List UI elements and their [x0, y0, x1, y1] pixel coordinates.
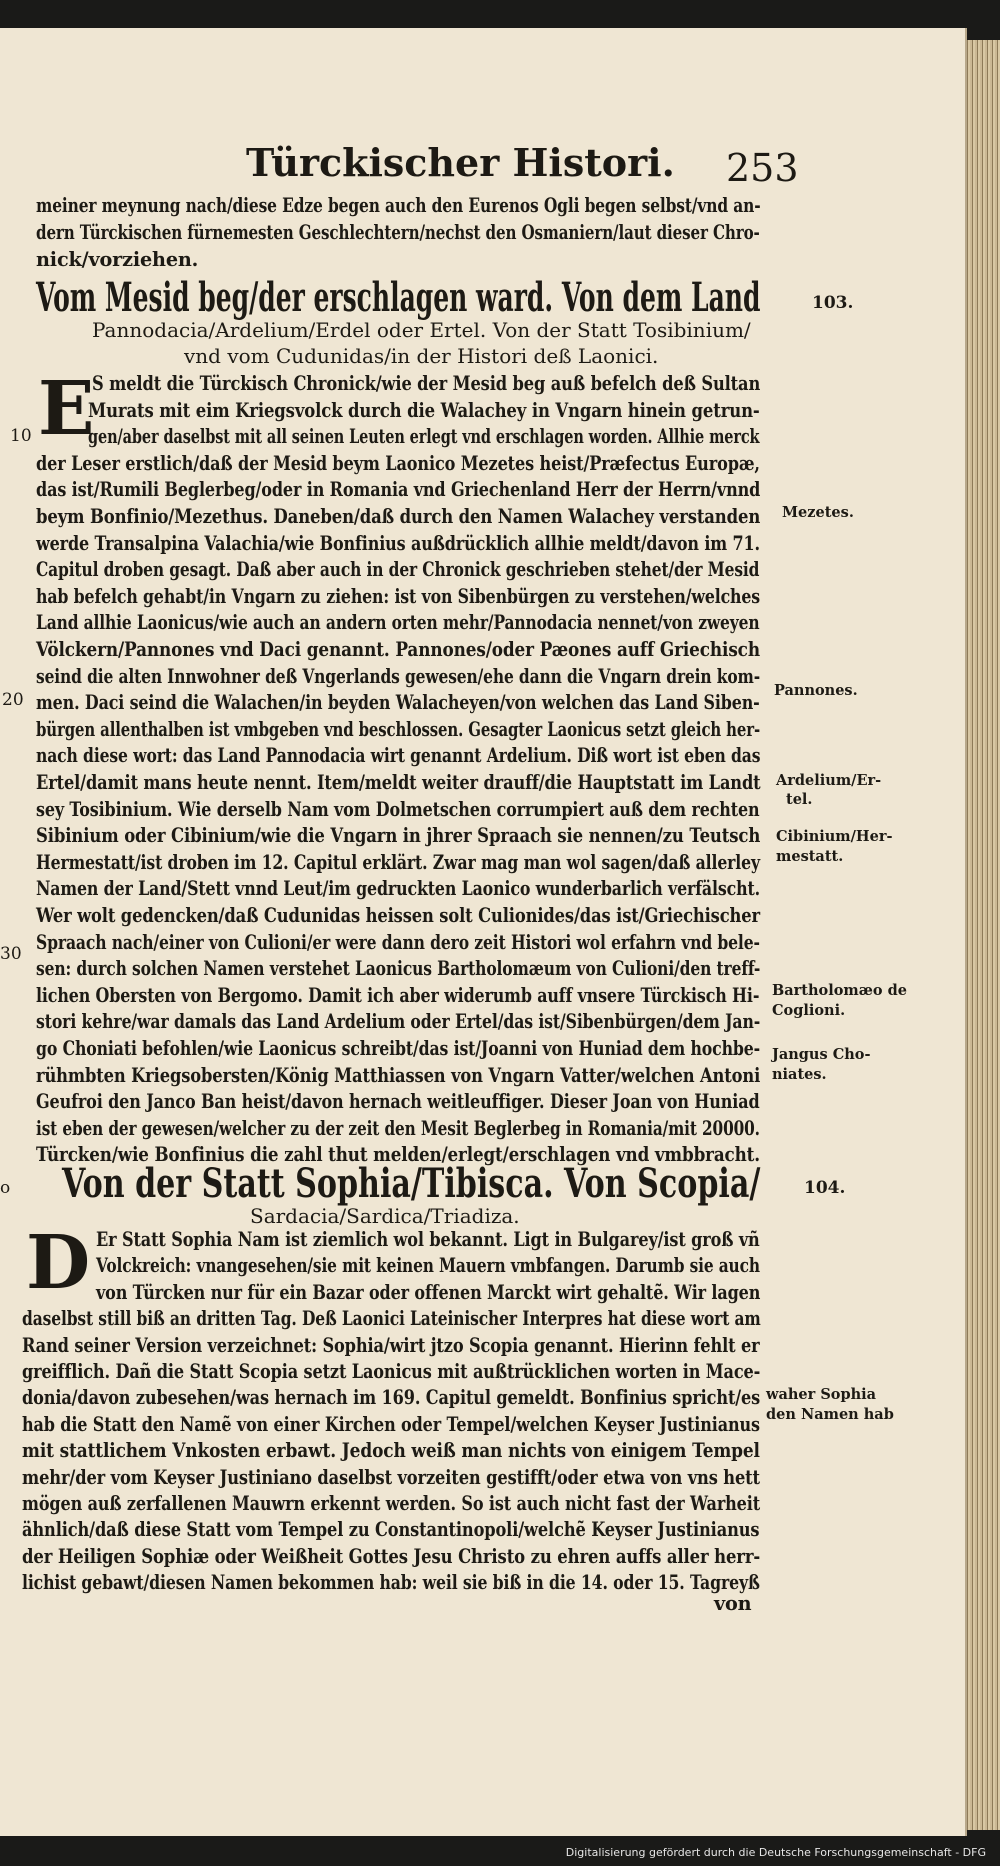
- margin-number-104: 104.: [804, 1178, 846, 1198]
- line-number: o: [0, 1178, 11, 1198]
- body-line: von Türcken nur für ein Bazar oder offenen Marckt wirt gehaltẽ. Wir lagen: [96, 1280, 761, 1304]
- section-subheading: Sardacia/Sardica/Triadiza.: [250, 1204, 520, 1228]
- digitization-footer: Digitalisierung gefördert durch die Deutsche Forschungsgemeinschaft - DFG: [565, 1846, 986, 1859]
- running-title: Türckischer Histori.: [246, 140, 675, 185]
- body-line: lichen Obersten von Bergomo. Damit ich aber widerumb auff vnsere Türckisch Hi-: [36, 983, 760, 1007]
- margin-note-bartholomaeus: Coglioni.: [772, 1002, 846, 1019]
- body-line: Völckern/Pannones vnd Daci genannt. Pannones/oder Pæones auff Griechisch: [36, 638, 760, 661]
- body-line: Türcken/wie Bonfinius die zahl thut melden/erlegt/erschlagen vnd vmbbracht.: [36, 1143, 760, 1167]
- line-number: 30: [0, 944, 22, 964]
- body-line: bürgen allenthalben ist vmbgeben vnd beschlossen. Gesagter Laonicus setzt gleich her-: [36, 717, 761, 741]
- body-line: mögen auß zerfallenen Mauwrn erkennt werden. So ist auch nicht fast der Warheit: [22, 1492, 761, 1515]
- section-heading-mesid: Vom Mesid beg/der erschlagen ward. Von dem Land: [36, 274, 761, 321]
- body-line: gen/aber daselbst mit all seinen Leuten erlegt vnd erschlagen worden. Allhie merck: [88, 425, 760, 449]
- body-line: Wer wolt gedencken/daß Cudunidas heissen solt Culionides/das ist/Griechischer: [36, 904, 760, 927]
- body-line: lichist gebawt/diesen Namen bekommen hab: weil sie biß in die 14. oder 15. Tagreyß: [22, 1571, 760, 1595]
- body-line: mit stattlichem Vnkosten erbawt. Jedoch weiß man nichts von einigem Tempel: [22, 1439, 760, 1463]
- page-fore-edge: [965, 40, 1000, 1830]
- body-line: Namen der Land/Stett vnnd Leut/im gedruckten Laonico wunderbarlich verfälscht.: [36, 877, 761, 901]
- body-line: hab die Statt den Namẽ von einer Kirchen oder Tempel/welchen Keyser Justinianus: [22, 1412, 760, 1436]
- body-line: Spraach nach/einer von Culioni/er were dann dero zeit Histori wol erfahrn vnd bele-: [36, 930, 760, 954]
- drop-capital: E: [38, 366, 95, 452]
- body-line: Geufroi den Janco Ban heist/davon hernach weitleuffiger. Dieser Joan von Huniad: [36, 1090, 760, 1114]
- margin-note-ardelium: Ardelium/Er-: [776, 772, 882, 789]
- body-line: seind die alten Innwohner deß Vngerlands gewesen/ehe dann die Vngarn drein kom-: [36, 664, 761, 688]
- body-line: das ist/Rumili Beglerbeg/oder in Romania vnd Griechenland Herr der Herrn/vnnd: [36, 478, 761, 502]
- body-line: go Choniati befohlen/wie Laonicus schreibt/das ist/Joanni von Huniad dem hochbe-: [36, 1037, 761, 1060]
- margin-note-cibinium: mestatt.: [776, 848, 844, 865]
- body-line: mehr/der vom Keyser Justiniano daselbst vorzeiten gestifft/oder etwa von vns hett: [22, 1465, 760, 1489]
- body-line: beym Bonfinio/Mezethus. Daneben/daß durch den Namen Walachey verstanden: [36, 505, 761, 528]
- catchword: von: [714, 1592, 752, 1615]
- body-line: greifflich. Dañ die Statt Scopia setzt Laonicus mit außtrücklichen worten in Mace-: [22, 1360, 761, 1383]
- section-subheading: vnd vom Cudunidas/in der Histori deß Laonici.: [184, 344, 659, 368]
- body-line: Murats mit eim Kriegsvolck durch die Walachey in Vngarn hinein getrun-: [88, 398, 760, 422]
- margin-note-bartholomaeus: Bartholomæo de: [772, 982, 907, 999]
- body-line: Er Statt Sophia Nam ist ziemlich wol bekannt. Ligt in Bulgarey/ist groß vñ: [96, 1228, 760, 1251]
- body-line: der Heiligen Sophiæ oder Weißheit Gottes Jesu Christo zu ehren auffs aller herr-: [22, 1544, 761, 1568]
- page-number: 253: [726, 146, 799, 190]
- intro-line: nick/vorziehen.: [36, 248, 199, 271]
- intro-line: dern Türckischen fürnemesten Geschlechtern/nechst den Osmaniern/laut dieser Chro-: [36, 221, 760, 244]
- body-line: donia/davon zubesehen/was hernach im 169. Capitul gemeldt. Bonfinius spricht/es: [22, 1386, 761, 1410]
- body-line: nach diese wort: das Land Pannodacia wirt genannt Ardelium. Diß wort ist eben das: [36, 744, 761, 768]
- body-line: Land allhie Laonicus/wie auch an andern orten mehr/Pannodacia nennet/von zweyen: [36, 611, 760, 635]
- line-number: 10: [10, 426, 32, 446]
- intro-line: meiner meynung nach/diese Edze begen auch den Eurenos Ogli begen selbst/vnd an-: [36, 194, 761, 217]
- body-line: Sibinium oder Cibinium/wie die Vngarn in jhrer Spraach sie nennen/zu Teutsch: [36, 824, 761, 848]
- body-line: ähnlich/daß diese Statt vom Tempel zu Constantinopoli/welchẽ Keyser Justinianus: [22, 1518, 760, 1542]
- body-line: Capitul droben gesagt. Daß aber auch in der Chronick geschrieben stehet/der Mesid: [36, 558, 760, 582]
- body-line: S meldt die Türckisch Chronick/wie der Mesid beg auß befelch deß Sultan: [92, 372, 761, 395]
- body-line: stori kehre/war damals das Land Ardelium oder Ertel/das ist/Sibenbürgen/dem Jan-: [36, 1010, 761, 1034]
- body-line: Volckreich: vnangesehen/sie mit keinen Mauern vmbfangen. Darumb sie auch: [96, 1254, 760, 1278]
- body-line: daselbst still biß an dritten Tag. Deß Laonici Lateinischer Interpres hat diese wort am: [22, 1307, 761, 1331]
- margin-note-jangus: niates.: [772, 1066, 827, 1083]
- line-number: 20: [2, 690, 24, 710]
- margin-note-jangus: Jangus Cho-: [772, 1046, 871, 1063]
- drop-capital: D: [26, 1220, 91, 1306]
- body-line: werde Transalpina Valachia/wie Bonfinius außdrücklich allhie meldt/davon im 71.: [36, 531, 760, 555]
- section-subheading: Pannodacia/Ardelium/Erdel oder Ertel. Von der Statt Tosibinium/: [92, 318, 751, 342]
- body-line: men. Daci seind die Walachen/in beyden Walacheyen/von welchen das Land Siben-: [36, 691, 760, 715]
- body-line: rühmbten Kriegsobersten/König Matthiassen von Vngarn Vatter/welchen Antoni: [36, 1063, 761, 1087]
- body-line: sen: durch solchen Namen verstehet Laonicus Bartholomæum von Culioni/den treff-: [36, 957, 761, 981]
- margin-note-ardelium: tel.: [786, 791, 813, 808]
- margin-number-103: 103.: [812, 293, 854, 313]
- body-line: ist eben der gewesen/welcher zu der zeit den Mesit Beglerbeg in Romania/mit 20000.: [36, 1116, 760, 1140]
- margin-note-cibinium: Cibinium/Her-: [776, 828, 893, 845]
- body-line: sey Tosibinium. Wie derselb Nam vom Dolmetschen corrumpiert auß dem rechten: [36, 797, 760, 821]
- body-line: Rand seiner Version verzeichnet: Sophia/wirt jtzo Scopia genannt. Hierinn fehlt er: [22, 1333, 760, 1357]
- body-line: Hermestatt/ist droben im 12. Capitul erklärt. Zwar mag man wol sagen/daß allerley: [36, 850, 760, 874]
- body-line: hab befelch gehabt/in Vngarn zu ziehen: ist von Sibenbürgen zu verstehen/welches: [36, 584, 761, 608]
- body-line: der Leser erstlich/daß der Mesid beym Laonico Mezetes heist/Præfectus Europæ,: [36, 451, 760, 475]
- section-heading-sophia: Von der Statt Sophia/Tibisca. Von Scopia/: [62, 1160, 761, 1207]
- body-line: Ertel/damit mans heute nennt. Item/meldt weiter drauff/die Hauptstatt im Landt: [36, 771, 761, 794]
- margin-note-sophia: waher Sophia: [766, 1386, 877, 1403]
- margin-note-sophia: den Namen hab: [766, 1406, 894, 1423]
- margin-note-mezetes: Mezetes.: [782, 504, 854, 521]
- margin-note-pannones: Pannones.: [774, 682, 858, 699]
